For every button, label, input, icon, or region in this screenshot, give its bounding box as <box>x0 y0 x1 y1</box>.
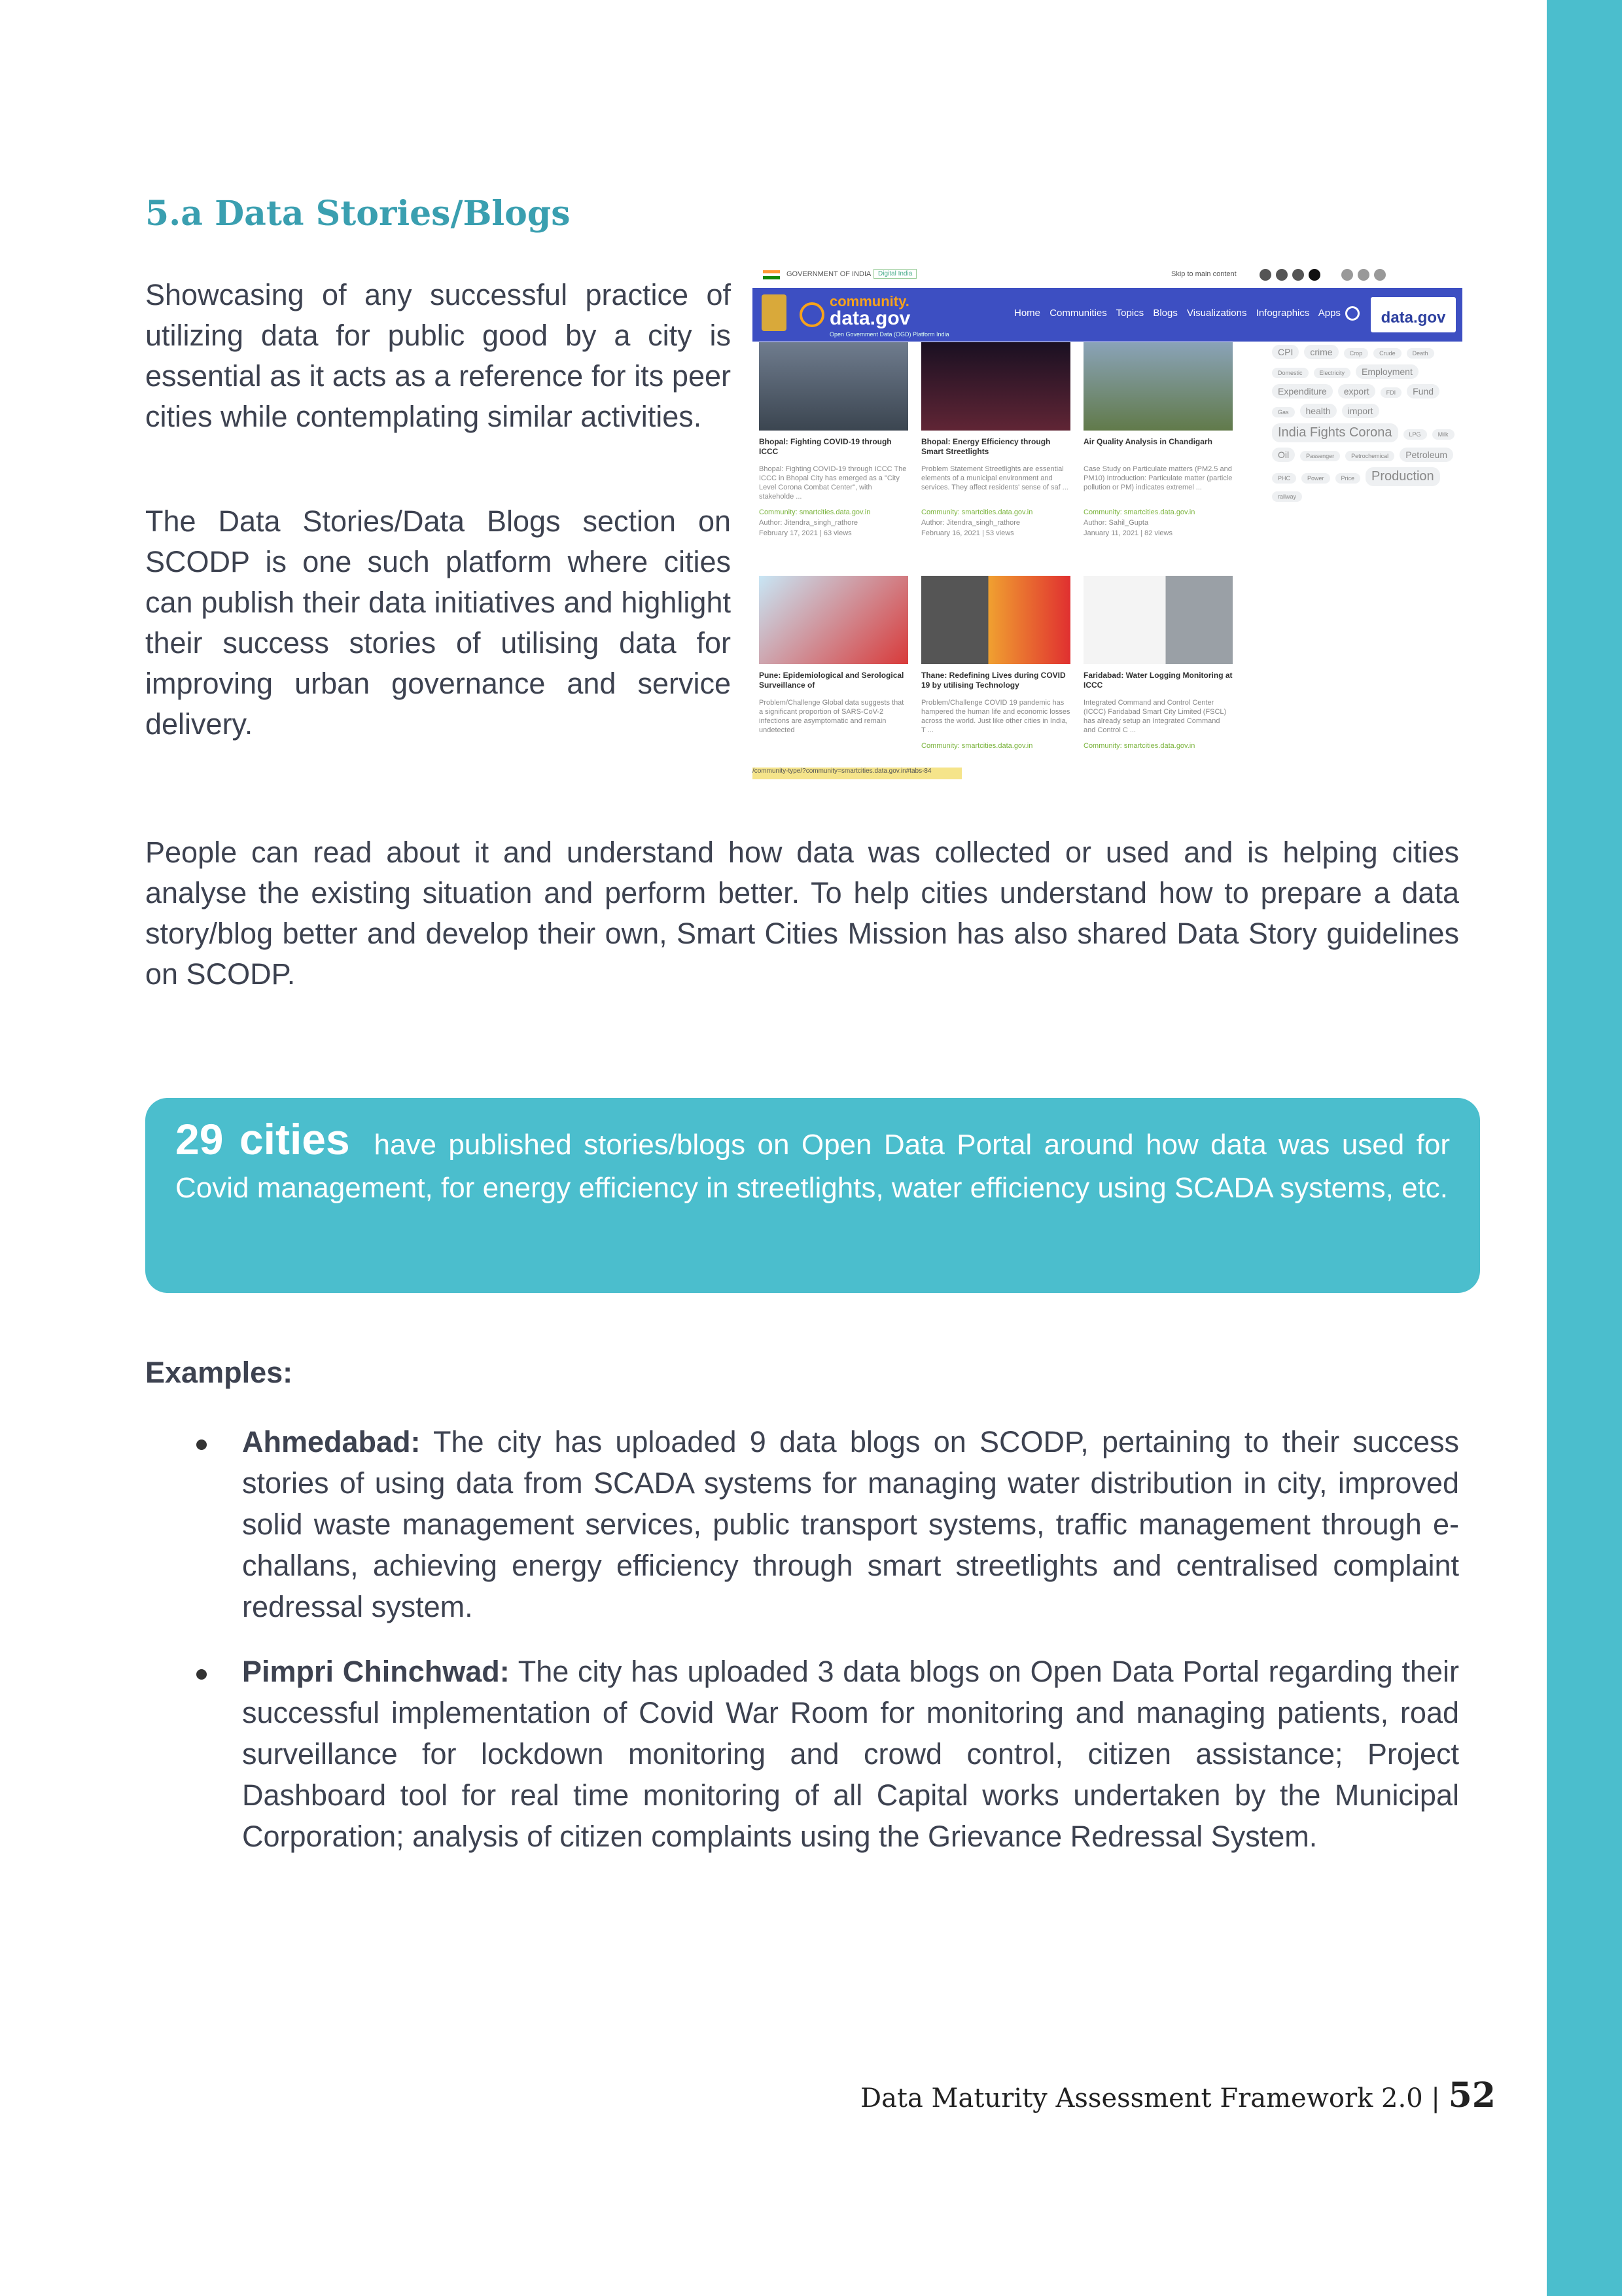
nav-topics[interactable]: Topics <box>1116 308 1144 319</box>
blog-community: Community: smartcities.data.gov.in <box>759 508 871 516</box>
blog-card[interactable] <box>759 342 908 538</box>
tag-chip[interactable]: Price <box>1335 473 1361 484</box>
blog-author: Author: Jitendra_singh_rathore <box>921 519 1021 527</box>
nav-apps[interactable]: Apps <box>1318 308 1341 319</box>
blog-card[interactable] <box>759 576 908 736</box>
blog-image <box>921 576 1070 664</box>
examples-heading: Examples: <box>145 1356 293 1389</box>
blog-community: Community: smartcities.data.gov.in <box>1084 508 1195 516</box>
tag-chip[interactable]: CPI <box>1272 345 1299 359</box>
blog-excerpt: Case Study on Particulate matters (PM2.5 and PM10) Introduction: Particulate matter (particle pollution or PM) indicates extremel ... <box>1084 465 1233 491</box>
blog-image <box>1084 576 1233 664</box>
status-url: /community-type/?community=smartcities.data.gov.in#tabs-84 <box>752 768 962 779</box>
tag-chip[interactable]: import <box>1342 404 1379 418</box>
example-item <box>242 1421 1459 1627</box>
blog-image <box>921 342 1070 431</box>
intro-paragraph-1: Showcasing of any successful practice of utilizing data for public good by a city is essential as it acts as a reference for its peer cities while contemplating similar activities. <box>145 278 731 433</box>
tag-chip[interactable]: health <box>1300 404 1337 418</box>
page-number: 52 <box>1448 2075 1496 2115</box>
nav-blogs[interactable]: Blogs <box>1153 308 1178 319</box>
contrast-icon[interactable] <box>1276 269 1288 281</box>
callout-highlight: 29 cities <box>175 1115 350 1163</box>
blog-excerpt: Integrated Command and Control Center (ICCC) Faridabad Smart City Limited (FSCL) has already setup an Integrated Command and Control C ... <box>1084 699 1227 734</box>
blog-title[interactable]: Thane: Redefining Lives during COVID 19 by utilising Technology <box>921 671 1066 690</box>
rss-icon[interactable] <box>1374 269 1386 281</box>
tag-chip[interactable]: Oil <box>1272 448 1295 462</box>
tag-chip[interactable]: FDI <box>1381 387 1402 398</box>
blog-date: January 11, 2021 | 82 views <box>1084 529 1172 537</box>
tag-chip[interactable]: Expenditure <box>1272 384 1333 398</box>
blog-title[interactable]: Pune: Epidemiological and Serological Surveillance of <box>759 671 904 690</box>
blog-date: February 17, 2021 | 63 views <box>759 529 852 537</box>
tag-chip[interactable]: Passenger <box>1300 451 1340 461</box>
blog-excerpt: Bhopal: Fighting COVID-19 through ICCC The ICCC in Bhopal City has emerged as a "City Level Corona Combat Center", with stakeholde ... <box>759 465 907 501</box>
blog-title[interactable]: Air Quality Analysis in Chandigarh <box>1084 437 1212 446</box>
example-text: The city has uploaded 9 data blogs on SCODP, pertaining to their success stories of using data from SCADA systems for managing water distribution in city, improved solid waste management services, public transport systems, traffic management through e-challans, achieving energy efficiency through smart streetlights and centralised complaint redressal system. <box>242 1425 1459 1623</box>
blog-excerpt: Problem/Challenge COVID 19 pandemic has hampered the human life and economic losses across the world. Just like other cities in India, T ... <box>921 699 1070 734</box>
blog-author: Author: Jitendra_singh_rathore <box>759 519 858 527</box>
tag-chip[interactable]: railway <box>1272 491 1302 502</box>
data-gov-logo: data.gov <box>1371 297 1456 332</box>
national-emblem-icon <box>762 294 786 331</box>
intro-paragraph-2: The Data Stories/Data Blogs section on SCODP is one such platform where cities can publish their data initiatives and highlight their success stories of utilising data for improving urban governance and service delivery. <box>145 504 731 741</box>
blog-date: February 16, 2021 | 53 views <box>921 529 1014 537</box>
tag-cloud <box>1269 342 1459 504</box>
tag-chip[interactable]: Death <box>1407 348 1434 359</box>
blog-excerpt: Problem Statement Streetlights are essential elements of a municipal environment and services. They affect residents' sense of saf ... <box>921 465 1068 491</box>
example-item <box>242 1651 1459 1857</box>
blog-title[interactable]: Faridabad: Water Logging Monitoring at ICCC <box>1084 671 1233 690</box>
blog-title[interactable]: Bhopal: Energy Efficiency through Smart Streetlights <box>921 437 1051 456</box>
tag-chip[interactable]: Petroleum <box>1400 448 1453 462</box>
tag-chip[interactable]: India Fights Corona <box>1272 423 1398 442</box>
callout-body: have published stories/blogs on Open Data Portal around how data was used for Covid management, for energy efficiency in streetlights, water efficiency using SCADA systems, etc. <box>175 1129 1450 1204</box>
callout-text <box>175 1115 1450 1210</box>
body-paragraph: People can read about it and understand how data was collected or used and is helping cities analyse the existing situation and perform better. To help cities understand how to prepare a data story/blog better and develop their own, Smart Cities Mission has also shared Data Story guidelines on SCODP. <box>145 836 1459 991</box>
search-icon[interactable] <box>1345 306 1360 321</box>
nav-links <box>1014 308 1347 319</box>
example-city: Pimpri Chinchwad: <box>242 1655 510 1688</box>
tag-chip[interactable]: Milk <box>1432 429 1455 440</box>
blog-excerpt: Problem/Challenge Global data suggests that a significant proportion of SARS-CoV-2 infections are asymptomatic and remain undetected <box>759 699 904 734</box>
india-flag-icon <box>763 270 780 279</box>
nav-communities[interactable]: Communities <box>1049 308 1107 319</box>
blog-community: Community: smartcities.data.gov.in <box>1084 742 1195 750</box>
community-logo-icon <box>800 302 824 327</box>
logo-line2: data.gov <box>830 308 911 329</box>
skip-link[interactable]: Skip to main content <box>1171 270 1237 278</box>
tag-chip[interactable]: Power <box>1301 473 1330 484</box>
portal-navbar <box>752 288 1462 342</box>
example-city: Ahmedabad: <box>242 1425 421 1458</box>
tag-chip[interactable]: Petrochemical <box>1345 451 1394 461</box>
tag-chip[interactable]: Crude <box>1373 348 1402 359</box>
contrast-icon[interactable] <box>1292 269 1304 281</box>
font-size-icon[interactable] <box>1309 269 1320 281</box>
facebook-icon[interactable] <box>1341 269 1353 281</box>
tag-chip[interactable]: LPG <box>1403 429 1427 440</box>
highlight-callout <box>145 1098 1480 1293</box>
digital-india-badge: Digital India <box>873 269 917 279</box>
tag-chip[interactable]: Fund <box>1407 384 1439 398</box>
nav-home[interactable]: Home <box>1014 308 1041 319</box>
footer-title: Data Maturity Assessment Framework 2.0 | <box>860 2083 1440 2113</box>
gov-bar <box>752 265 1462 285</box>
twitter-icon[interactable] <box>1358 269 1369 281</box>
portal-screenshot <box>752 265 1462 782</box>
nav-visualizations[interactable]: Visualizations <box>1187 308 1247 319</box>
tag-chip[interactable]: Domestic <box>1272 368 1309 378</box>
blog-card[interactable] <box>921 576 1070 751</box>
blog-image <box>759 342 908 431</box>
contrast-icon[interactable] <box>1260 269 1271 281</box>
bullet-icon <box>196 1439 207 1450</box>
bullet-icon <box>196 1669 207 1680</box>
nav-infographics[interactable]: Infographics <box>1256 308 1310 319</box>
example-text: The city has uploaded 3 data blogs on Open Data Portal regarding their successful implementation of Covid War Room for monitoring and managing patients, road surveillance for lockdown monitoring and crowd control, citizen assistance; Project Dashboard tool for real time monitoring of all Capital works undertaken by the Municipal Corporation; analysis of citizen complaints using the Grievance Redressal System. <box>242 1655 1459 1853</box>
logo-line1: community. <box>830 293 909 309</box>
blog-card[interactable] <box>1084 576 1233 751</box>
blog-community: Community: smartcities.data.gov.in <box>921 742 1033 750</box>
blog-community: Community: smartcities.data.gov.in <box>921 508 1033 516</box>
blog-card[interactable] <box>921 342 1070 538</box>
page-footer <box>860 2075 1496 2115</box>
logo-subtitle: Open Government Data (OGD) Platform India <box>830 331 949 338</box>
gov-label: GOVERNMENT OF INDIA <box>786 270 872 278</box>
tag-chip[interactable]: Employment <box>1356 364 1419 379</box>
tag-chip[interactable]: Electricity <box>1314 368 1351 378</box>
blog-author: Author: Sahil_Gupta <box>1084 519 1149 527</box>
tag-chip[interactable]: PHC <box>1272 473 1296 484</box>
blog-image <box>759 576 908 664</box>
blog-card[interactable] <box>1084 342 1233 538</box>
tag-chip[interactable]: crime <box>1304 345 1338 359</box>
tag-chip[interactable]: Production <box>1366 467 1440 486</box>
blog-image <box>1084 342 1233 431</box>
tag-chip[interactable]: Crop <box>1344 348 1369 359</box>
section-title: 5.a Data Stories/Blogs <box>145 194 571 234</box>
right-accent-bar <box>1547 0 1622 2296</box>
tag-chip[interactable]: Gas <box>1272 407 1295 417</box>
tag-chip[interactable]: export <box>1338 384 1375 398</box>
blog-title[interactable]: Bhopal: Fighting COVID-19 through ICCC <box>759 437 892 456</box>
